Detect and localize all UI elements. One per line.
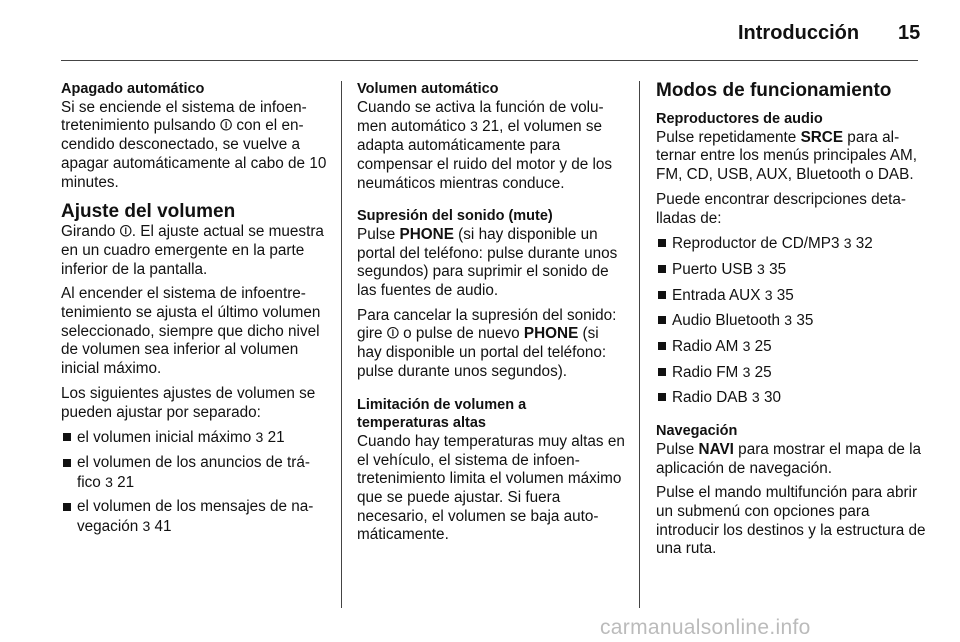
page-ref-arrow-icon: 3 bbox=[142, 518, 151, 535]
page-number: 15 bbox=[898, 22, 921, 44]
bullet-square-icon bbox=[658, 368, 666, 376]
bullet-square-icon bbox=[658, 265, 666, 273]
bullet-square-icon bbox=[63, 433, 71, 441]
paragraph: Si se enciende el sistema de infoentretenimiento pulsando ⏼ con el encendido desconectado, se vuelve a apagar automáticamente al cabo de 10 minutes. bbox=[61, 98, 327, 191]
page-ref-arrow-icon: 3 bbox=[742, 338, 751, 355]
page-ref-arrow-icon: 3 bbox=[757, 260, 765, 277]
column-divider-2 bbox=[639, 81, 640, 608]
page-ref-arrow-icon: 3 bbox=[742, 363, 751, 380]
bullet-square-icon bbox=[658, 239, 666, 247]
header-divider bbox=[61, 60, 918, 61]
key-label: PHONE bbox=[399, 225, 454, 243]
paragraph: Girando ⏼. El ajuste actual se muestra en un cuadro emergente en la parte inferior de la pantalla. bbox=[61, 223, 324, 278]
power-knob-icon: ⏼ bbox=[119, 223, 132, 241]
column-3 bbox=[656, 80, 928, 559]
bullet-square-icon bbox=[658, 393, 666, 401]
section-title: Limitación de volumen a temperaturas altas bbox=[357, 396, 527, 432]
watermark: carmanualsonline.info bbox=[600, 616, 811, 639]
list-item: Radio AM 3 25 bbox=[656, 337, 928, 357]
paragraph: Puede encontrar descripciones detalladas de: bbox=[656, 190, 907, 227]
paragraph: Pulse NAVI para mostrar el mapa de la aplicación de navegación. bbox=[656, 440, 921, 477]
section-heading: Ajuste del volumen bbox=[61, 201, 236, 223]
page-ref-arrow-icon: 3 bbox=[470, 118, 478, 135]
page-ref-arrow-icon: 3 bbox=[255, 429, 264, 446]
power-knob-icon: ⏼ bbox=[386, 325, 399, 343]
bullet-square-icon bbox=[63, 503, 71, 511]
bullet-square-icon bbox=[658, 342, 666, 350]
paragraph: Pulse PHONE (si hay disponible un portal del teléfono: pulse durante unos segundos) para suprimir el sonido de las fuentes de audio. bbox=[357, 225, 618, 300]
page-ref-arrow-icon: 3 bbox=[843, 235, 852, 252]
paragraph: Los siguientes ajustes de volumen se pueden ajustar por separado: bbox=[61, 384, 316, 421]
column-1 bbox=[61, 80, 327, 537]
page-ref-arrow-icon: 3 bbox=[105, 473, 113, 490]
page-ref-arrow-icon: 3 bbox=[764, 286, 773, 303]
list-item: Entrada AUX 3 35 bbox=[656, 286, 928, 306]
list-item: Audio Bluetooth 3 35 bbox=[656, 311, 928, 331]
page-ref-arrow-icon: 3 bbox=[784, 312, 793, 329]
list-item: Radio DAB 3 30 bbox=[656, 388, 928, 408]
paragraph: Pulse el mando multifunción para abrir un submenú con opciones para introducir los destinos y la estructura de una ruta. bbox=[656, 484, 926, 558]
section-heading: Modos de funcionamiento bbox=[656, 80, 892, 101]
list-item: Puerto USB 3 35 bbox=[656, 260, 928, 280]
section-title: Apagado automático bbox=[61, 81, 205, 97]
key-label: PHONE bbox=[523, 325, 579, 343]
paragraph: Cuando hay temperaturas muy altas en el vehículo, el sistema de infoentretenimiento limita el volumen máximo que se puede ajustar. Si fuera necesario, el volumen se baja automáticamente. bbox=[357, 432, 625, 544]
page-ref-arrow-icon: 3 bbox=[751, 389, 760, 406]
page-title: Introducción bbox=[738, 22, 860, 44]
bullet-square-icon bbox=[658, 316, 666, 324]
section-title: Reproductores de audio bbox=[656, 111, 823, 127]
column-divider-1 bbox=[341, 81, 342, 608]
power-knob-icon: ⏼ bbox=[220, 117, 233, 135]
list-item: el volumen inicial máximo 3 21 bbox=[61, 428, 327, 448]
paragraph: Pulse repetidamente SRCE para alternar entre los menús principales AM, FM, CD, USB, AUX, Bluetooth o DAB. bbox=[656, 128, 918, 184]
paragraph: Para cancelar la supresión del sonido: gire ⏼ o pulse de nuevo PHONE (si hay disponible un portal del teléfono: pulse durante unos segundos). bbox=[357, 306, 617, 380]
column-2 bbox=[357, 80, 627, 545]
key-label: NAVI bbox=[698, 440, 734, 458]
list-item: Radio FM 3 25 bbox=[656, 363, 928, 383]
section-title: Navegación bbox=[656, 423, 738, 440]
bullet-square-icon bbox=[658, 291, 666, 299]
list-item: Reproductor de CD/MP3 3 32 bbox=[656, 234, 928, 254]
paragraph: Al encender el sistema de infoentretenimiento se ajusta el último volumen seleccionado, siempre que dicho nivel de volumen sea inferior al volumen inicial máximo. bbox=[61, 285, 321, 378]
list-item: el volumen de los mensajes de navegación 3 41 bbox=[61, 498, 327, 536]
list-item: el volumen de los anuncios de tráfico 3 21 bbox=[61, 454, 327, 492]
key-label: SRCE bbox=[800, 128, 844, 146]
section-title: Supresión del sonido (mute) bbox=[357, 208, 553, 225]
bullet-square-icon bbox=[63, 459, 71, 467]
section-title: Volumen automático bbox=[357, 81, 499, 97]
paragraph: Cuando se activa la función de volumen automático 3 21, el volumen se adapta automáticamente para compensar el ruido del motor y de los neumáticos mientras conduce. bbox=[357, 98, 613, 192]
